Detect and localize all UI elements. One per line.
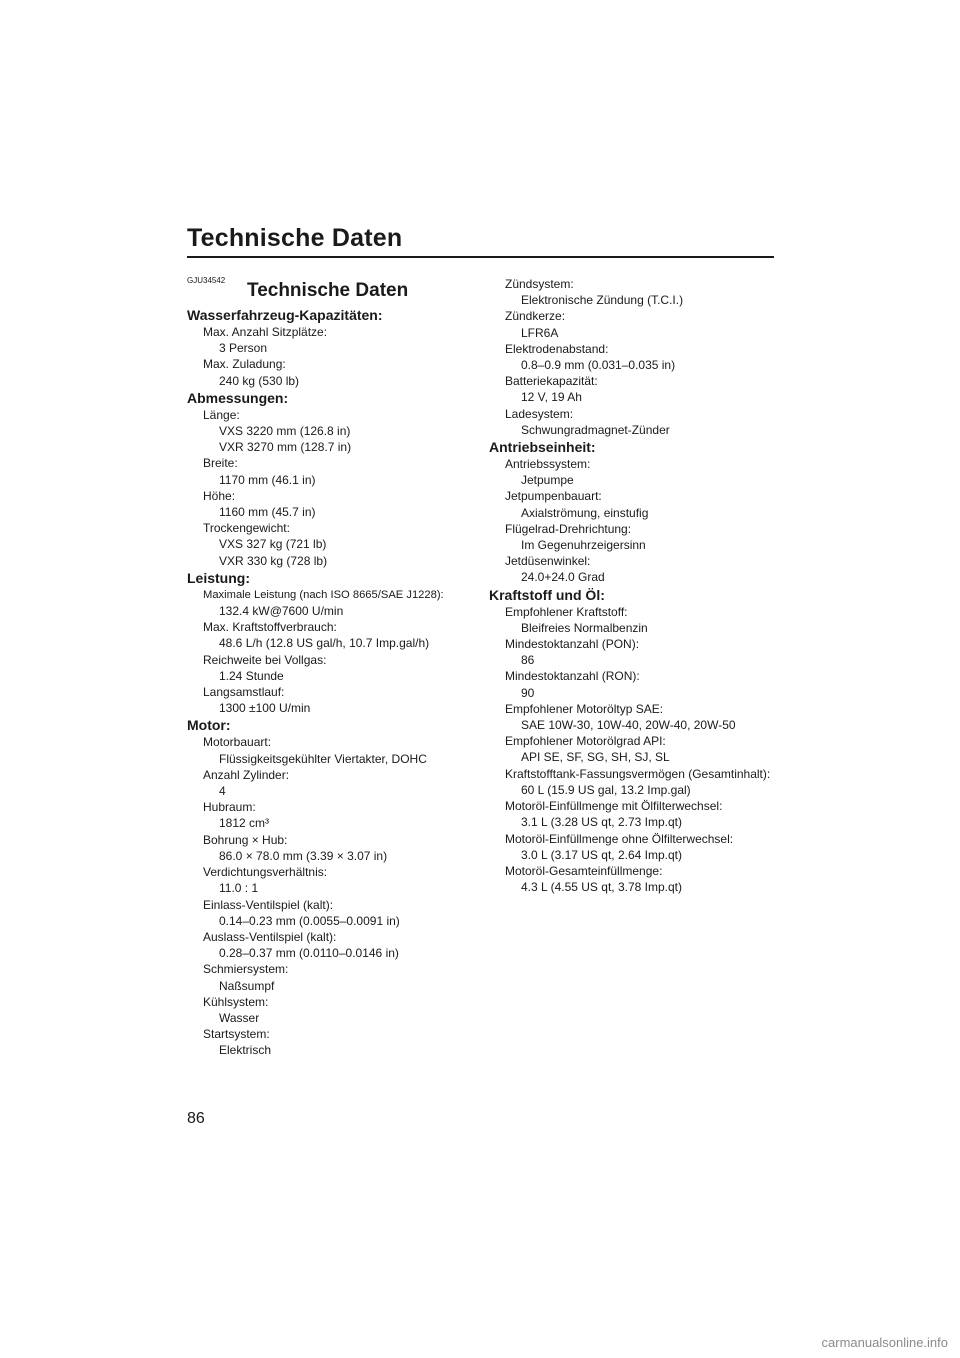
spec-label: Reichweite bei Vollgas:	[203, 652, 327, 667]
spec-group-heading: Antriebseinheit:	[489, 439, 596, 456]
spec-label: Anzahl Zylinder:	[203, 767, 290, 782]
spec-value: 86	[521, 653, 535, 668]
spec-label: Motoröl-Einfüllmenge ohne Ölfilterwechsel:	[505, 831, 734, 846]
spec-label: Mindestoktanzahl (PON):	[505, 637, 640, 652]
spec-label: Motorbauart:	[203, 735, 272, 750]
spec-value: LFR6A	[521, 325, 559, 340]
spec-label: Flügelrad-Drehrichtung:	[505, 521, 632, 536]
page-number: 86	[187, 1110, 205, 1127]
left-spec-groups	[187, 306, 477, 1059]
spec-value: Elektrisch	[219, 1043, 272, 1058]
spec-value: Naßsumpf	[219, 978, 275, 993]
spec-group-heading: Wasserfahrzeug-Kapazitäten:	[187, 307, 383, 323]
spec-value: 60 L (15.9 US gal, 13.2 Imp.gal)	[521, 782, 691, 797]
spec-label: Max. Zuladung:	[203, 357, 286, 372]
spec-value: VXS 3220 mm (126.8 in)	[219, 424, 351, 439]
spec-value: 11.0 : 1	[219, 881, 259, 896]
spec-value: Flüssigkeitsgekühlter Viertakter, DOHC	[219, 751, 427, 766]
spec-label: Hubraum:	[203, 800, 256, 815]
spec-value: Wasser	[219, 1010, 260, 1025]
spec-value: VXS 327 kg (721 lb)	[219, 537, 327, 552]
spec-label: Empfohlener Kraftstoff:	[505, 604, 628, 619]
section-title-row	[187, 276, 477, 306]
spec-label: Ladesystem:	[505, 406, 574, 421]
spec-label: Max. Kraftstoffverbrauch:	[203, 620, 337, 635]
spec-label: Zündkerze:	[505, 309, 566, 324]
spec-value: 1812 cm³	[219, 816, 270, 831]
spec-label: Auslass-Ventilspiel (kalt):	[203, 929, 337, 944]
spec-group	[187, 716, 477, 1058]
spec-value: 3 Person	[219, 341, 268, 356]
spec-group-heading: Kraftstoff und Öl:	[489, 586, 605, 603]
spec-value: 0.28–0.37 mm (0.0110–0.0146 in)	[219, 946, 399, 961]
spec-label: Antriebssystem:	[505, 457, 591, 472]
spec-value: Axialströmung, einstufig	[521, 505, 649, 520]
spec-value: 0.14–0.23 mm (0.0055–0.0091 in)	[219, 913, 400, 928]
spec-value: VXR 330 kg (728 lb)	[219, 553, 328, 568]
spec-value: 48.6 L/h (12.8 US gal/h, 10.7 Imp.gal/h)	[219, 636, 430, 651]
spec-value: 132.4 kW@7600 U/min	[219, 604, 344, 619]
spec-value: Im Gegenuhrzeigersinn	[521, 538, 646, 553]
page-header	[187, 224, 774, 258]
spec-label: Kraftstofftank-Fassungsvermögen (Gesamtinhalt):	[505, 766, 771, 781]
spec-value: 4.3 L (4.55 US qt, 3.78 Imp.qt)	[521, 880, 682, 895]
spec-label: Batteriekapazität:	[505, 374, 598, 389]
spec-label: Empfohlener Motorölgrad API:	[505, 734, 666, 749]
spec-value: 240 kg (530 lb)	[219, 373, 300, 388]
spec-group	[489, 438, 779, 586]
spec-group-heading: Leistung:	[187, 569, 250, 586]
spec-label: Breite:	[203, 456, 238, 471]
spec-label: Startsystem:	[203, 1027, 270, 1042]
spec-group-heading: Motor:	[187, 717, 231, 734]
spec-value: 1160 mm (45.7 in)	[219, 505, 316, 520]
spec-value: 3.1 L (3.28 US qt, 2.73 Imp.qt)	[521, 815, 682, 830]
spec-value: 1.24 Stunde	[219, 668, 284, 683]
spec-group	[489, 586, 779, 896]
spec-value: Schwungradmagnet-Zünder	[521, 422, 670, 437]
spec-value: Elektronische Zündung (T.C.I.)	[521, 293, 684, 308]
spec-group-heading: Abmessungen:	[187, 389, 289, 406]
spec-value: SAE 10W-30, 10W-40, 20W-40, 20W-50	[521, 718, 736, 733]
spec-value: 86.0 × 78.0 mm (3.39 × 3.07 in)	[219, 848, 388, 863]
spec-value: 90	[521, 685, 535, 700]
spec-value: 1300 ±100 U/min	[219, 701, 311, 716]
spec-value: Bleifreies Normalbenzin	[521, 620, 648, 635]
spec-label: Jetdüsenwinkel:	[505, 554, 591, 569]
spec-label: Maximale Leistung (nach ISO 8665/SAE J1228):	[203, 588, 444, 601]
spec-group	[187, 569, 477, 717]
page-header-title: Technische Daten	[187, 224, 403, 252]
spec-label: Kühlsystem:	[203, 994, 269, 1009]
spec-value: VXR 3270 mm (128.7 in)	[219, 440, 352, 455]
spec-label: Trockengewicht:	[203, 521, 290, 536]
watermark-link[interactable]: carmanualsonline.info	[821, 1335, 948, 1350]
spec-label: Max. Anzahl Sitzplätze:	[203, 325, 328, 339]
spec-value: 0.8–0.9 mm (0.031–0.035 in)	[521, 358, 676, 373]
spec-value: API SE, SF, SG, SH, SJ, SL	[521, 750, 670, 765]
spec-value: 4	[219, 784, 226, 799]
section-code: GJU34542	[187, 276, 226, 285]
right-column	[489, 276, 779, 895]
section-title: Technische Daten	[247, 280, 409, 301]
spec-label: Schmiersystem:	[203, 962, 289, 977]
spec-value: 3.0 L (3.17 US qt, 2.64 Imp.qt)	[521, 847, 682, 862]
spec-label: Langsamstlauf:	[203, 685, 285, 700]
spec-label: Elektrodenabstand:	[505, 341, 609, 356]
spec-label: Motoröl-Gesamteinfüllmenge:	[505, 863, 663, 878]
spec-label: Verdichtungsverhältnis:	[203, 865, 328, 880]
spec-label: Länge:	[203, 407, 240, 422]
spec-label: Motoröl-Einfüllmenge mit Ölfilterwechsel:	[505, 799, 723, 814]
spec-label: Jetpumpenbauart:	[505, 489, 602, 504]
spec-group	[187, 389, 477, 569]
left-column	[187, 276, 477, 1059]
spec-label: Zündsystem:	[505, 277, 574, 291]
spec-value: 24.0+24.0 Grad	[521, 570, 605, 585]
spec-value: 12 V, 19 Ah	[521, 390, 582, 405]
spec-value: Jetpumpe	[521, 473, 574, 488]
spec-label: Bohrung × Hub:	[203, 832, 288, 847]
spec-group	[489, 276, 779, 438]
spec-value: 1170 mm (46.1 in)	[219, 472, 316, 487]
right-spec-groups	[489, 276, 779, 895]
spec-group	[187, 306, 477, 389]
spec-label: Einlass-Ventilspiel (kalt):	[203, 897, 334, 912]
spec-label: Höhe:	[203, 488, 236, 503]
spec-label: Mindestoktanzahl (RON):	[505, 669, 640, 684]
spec-label: Empfohlener Motoröltyp SAE:	[505, 701, 664, 716]
